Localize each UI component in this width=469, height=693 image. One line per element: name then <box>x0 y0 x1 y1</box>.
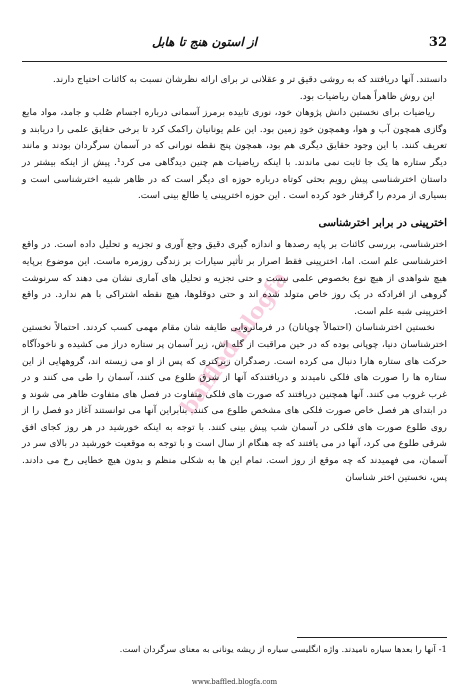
paragraph: این روش ظاهراً همان ریاضیات بود. <box>299 90 435 102</box>
page-header <box>22 35 447 57</box>
paragraph: نخستین اخترشناسان (احتمالاً چوپانان) در فرمانروایی طایفه شان مقام مهمی کسب کردند. احتمالاً نخستین اخترشناسان دنیا، چوپانی بوده که در حین مراقبت از گله اش، زیر آسمان پر ستاره دراز می کشیده و ناخودآگاه حرکت های ستاره هارا دنبال می کرده است. رصدگران زیرکتری که پس از او می زیسته اند، گروههایی از این ستاره ها را صورت های فلکی نامیدند و دریافتندکه آنها از شرق طلوع می کنند، آسمان را طی می کنند و در غرب غروب می کنند. آنها همچنین دریافتند که صورت های فلکی متفاوت در فصل های متفاوت ظاهر می شوند و در ابتدای هر فصل خاص صورت فلکی های مشخص طلوع می کنند. بنابراین آنها می توانستند آغاز دو فصل را از روی طلوع صورت های فلکی در آسمان شب پیش بینی کنند. با توجه به اینکه خورشید در هر روز کجای افق شرقی طلوع می کرد، آنها در می یافتند که چه هنگام از سال است و با توجه به موقعیت خورشید در بالای سر در آسمان، می فهمیدند که چه موقع از روز است. تمام این ها به شکلی منظم و بدون هیچ خطایی رخ می دادند. پس، نخستین اختر شناسان <box>22 322 447 483</box>
header-divider <box>22 61 447 62</box>
footnote: 1- آنها را بعدها سیاره نامیدند. واژه انگلیسی سیاره از ریشه یونانی به معنای سرگردان است. <box>119 645 447 655</box>
section-heading: اخترپینی در برابر اخترشناسی <box>318 216 447 229</box>
paragraph: ریاضیات برای نخستین دانش پژوهان خود، نوری تابیده برمرز آسمانی درباره اجسام صُلب و جامد، مواد مایع وگازی همچون آب و هوا، وهمچون خودِ زمین بود. این علم یونانیان راکمک کرد تا برخی حقایق علمی را دریابند و تعریف کنند. با این وجود حقایق دیگری هم بود، همچون پنج نقطه نورانی که در آسمان سرگردان بودند و مانند دیگر ستاره ها یک جا ثابت نمی ماندند. با اینکه ریاضیات هم چنین دیدگاهی می کرد¹. پیش از اینکه بیشتر در داستان اخترشناسی پیش رویم بحثی کوتاه درباره حوزه ای دیگر است که در ظاهر شبیه اخترشناسی است و بسیاری از مردم را گرفتار خود کرده است . این حوزه اخترپینی یا طالع بینی است. <box>22 107 447 202</box>
page-body <box>22 72 447 486</box>
paragraph: اخترشناسی، بررسی کائنات بر پایه رصدها و اندازه گیری دقیق وجع آوری و تجزیه و تحلیل داده است. در واقع اخترشناسی علم است. اما، اخترپینی فقط اصرار بر تأثیر سیارات بر زندگی روزمره ماست. این موضوع برپایه هیچ شواهدی از هیچ نوع بخصوص علمی نیست و حتی تجزیه و تحلیل های آماری نشان می دهند که سرنوشت گروهی از افرادکه در یک روز خاص متولد شده اند و حتی دوقلوها، هیچ نقطه اشتراکی با هم ندارد. در واقع اخترپینی شبه علم است. <box>22 239 447 317</box>
running-title: از استون هنج تا هابل <box>152 35 257 49</box>
page-number: 32 <box>428 35 447 50</box>
watermark: baffled.blogfa <box>175 266 294 420</box>
footer-url: www.baffled.blogfa.com <box>191 678 278 686</box>
footnote-divider <box>297 637 447 638</box>
paragraph: دانستند. آنها دریافتند که به روشی دقیق تر و عقلانی تر برای ارائه نظرشان نسبت به کائنات احتیاج دارند. <box>52 74 447 85</box>
